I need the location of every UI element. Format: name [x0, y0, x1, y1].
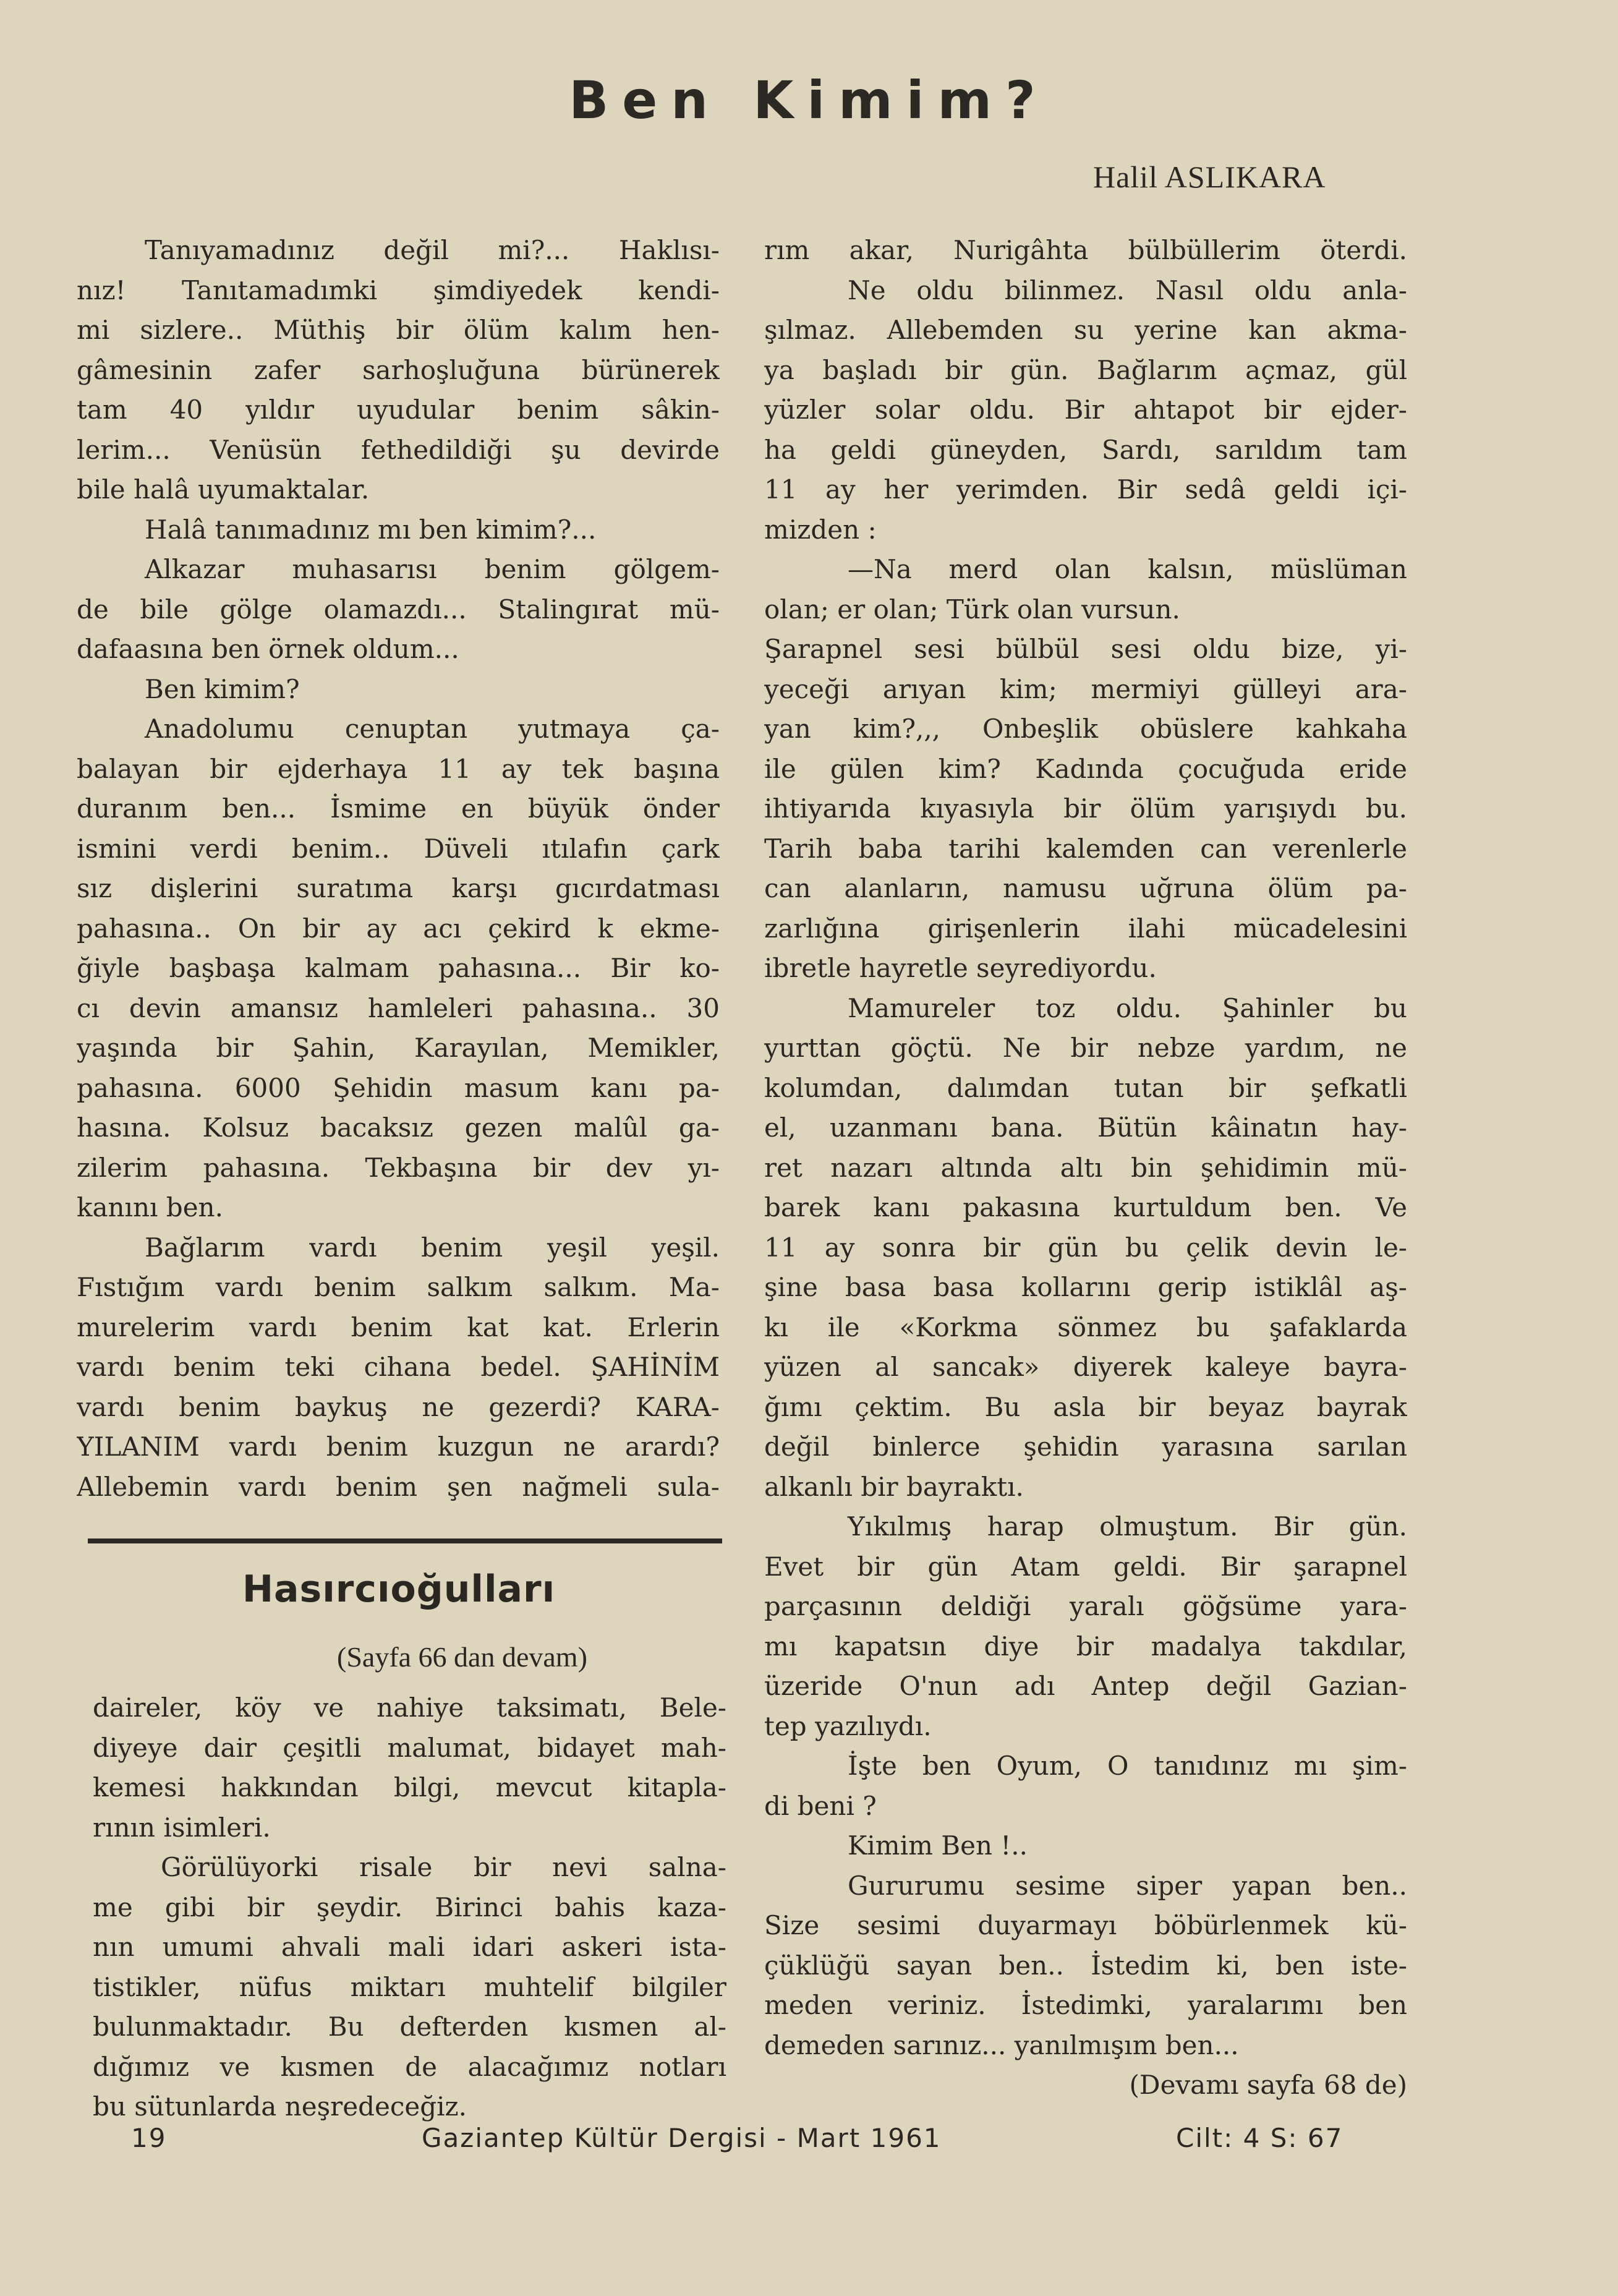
- text-line: olan; er olan; Türk olan vursun.: [764, 594, 1180, 625]
- text-line: (Devamı sayfa 68 de): [1129, 2070, 1407, 2100]
- text-line: cı devin amansız hamleleri pahasına.. 30: [77, 992, 720, 1023]
- text-line: ibretle hayretle seyrediyordu.: [764, 953, 1157, 983]
- text-line: mizden :: [764, 514, 877, 545]
- text-line: yan kim?,,, Onbeşlik obüslere kahkaha: [764, 714, 1407, 744]
- text-line: —Na merd olan kalsın, müslüman: [848, 554, 1407, 584]
- right-column-article: [764, 231, 1407, 2106]
- text-line: nın umumi ahvali mali idari askeri ista-: [93, 1932, 726, 1962]
- text-line: Gururumu sesime siper yapan ben..: [848, 1870, 1407, 1901]
- text-line: murelerim vardı benim kat kat. Erlerin: [77, 1312, 720, 1342]
- text-line: ile gülen kim? Kadında çocuğuda eride: [764, 753, 1407, 784]
- text-line: Halâ tanımadınız mı ben kimim?...: [145, 514, 597, 545]
- text-line: ğiyle başbaşa kalmam pahasına... Bir ko-: [77, 953, 720, 983]
- footer-magazine: Gaziantep Kültür Dergisi - Mart 1961: [422, 2123, 942, 2153]
- left-column-article: [77, 231, 720, 1507]
- text-line: bile halâ uyumaktalar.: [77, 474, 370, 505]
- text-line: Fıstığım vardı benim salkım salkım. Ma-: [77, 1272, 720, 1302]
- text-line: nız! Tanıtamadımki şimdiyedek kendi-: [77, 275, 720, 305]
- text-line: Alkazar muhasarısı benim gölgem-: [145, 554, 720, 584]
- text-line: di beni ?: [764, 1790, 877, 1821]
- text-line: Allebemin vardı benim şen nağmeli sula-: [77, 1471, 720, 1502]
- text-line: barek kanı pakasına kurtuldum ben. Ve: [764, 1192, 1407, 1223]
- text-line: ğımı çektim. Bu asla bir beyaz bayrak: [764, 1391, 1407, 1422]
- text-line: dığımız ve kısmen de alacağımız notları: [93, 2051, 726, 2082]
- text-line: ihtiyarıda kıyasıyla bir ölüm yarışıydı bu.: [764, 793, 1407, 824]
- text-line: sız dişlerini suratıma karşı gıcırdatması: [77, 873, 720, 903]
- text-line: ret nazarı altında altı bin şehidimin mü-: [764, 1152, 1407, 1183]
- text-line: yurttan göçtü. Ne bir nebze yardım, ne: [764, 1033, 1407, 1063]
- text-line: şılmaz. Allebemden su yerine kan akma-: [764, 315, 1407, 345]
- continuation-note: (Sayfa 66 dan devam): [337, 1641, 587, 1673]
- text-line: vardı benim teki cihana bedel. ŞAHİNİM: [77, 1352, 720, 1382]
- text-line: mi sizlere.. Müthiş bir ölüm kalım hen-: [77, 315, 720, 345]
- text-line: Şarapnel sesi bülbül sesi oldu bize, yi-: [764, 634, 1407, 664]
- text-line: ya başladı bir gün. Bağlarım açmaz, gül: [764, 354, 1407, 385]
- text-line: vardı benim baykuş ne gezerdi? KARA-: [77, 1391, 720, 1422]
- text-line: Tanıyamadınız değil mi?... Haklısı-: [145, 235, 720, 265]
- text-line: el, uzanmanı bana. Bütün kâinatın hay-: [764, 1112, 1407, 1143]
- text-line: can alanların, namusu uğruna ölüm pa-: [764, 873, 1407, 903]
- text-line: dafaasına ben örnek oldum...: [77, 634, 459, 664]
- text-line: yaşında bir Şahin, Karayılan, Memikler,: [77, 1033, 720, 1063]
- text-line: Anadolumu cenuptan yutmaya ça-: [145, 714, 720, 744]
- text-line: 11 ay sonra bir gün bu çelik devin le-: [764, 1232, 1407, 1263]
- text-line: Size sesimi duyarmayı böbürlenmek kü-: [764, 1910, 1407, 1940]
- text-line: bulunmaktadır. Bu defterden kısmen al-: [93, 2012, 726, 2042]
- text-line: YILANIM vardı benim kuzgun ne arardı?: [77, 1432, 720, 1462]
- author-name: Halil ASLIKARA: [1093, 160, 1326, 194]
- page-title: Ben Kimim?: [569, 70, 1049, 130]
- left-column-section-text: [93, 1688, 726, 2127]
- text-line: şine basa basa kollarını gerip istiklâl aş-: [764, 1272, 1407, 1302]
- text-line: zilerim pahasına. Tekbaşına bir dev yı-: [77, 1152, 720, 1183]
- text-line: kı ile «Korkma sönmez bu şafaklarda: [764, 1312, 1407, 1342]
- text-line: rının isimleri.: [93, 1812, 271, 1843]
- text-line: ismini verdi benim.. Düveli ıtılafın çark: [77, 833, 720, 864]
- text-line: tistikler, nüfus miktarı muhtelif bilgiler: [93, 1971, 726, 2002]
- section-title: Hasırcıoğulları: [242, 1568, 556, 1611]
- text-line: İşte ben Oyum, O tanıdınız mı şim-: [848, 1751, 1407, 1781]
- text-line: Evet bir gün Atam geldi. Bir şarapnel: [764, 1551, 1407, 1582]
- text-line: kolumdan, dalımdan tutan bir şefkatli: [764, 1072, 1407, 1103]
- text-line: Tarih baba tarihi kalemden can verenlerle: [764, 833, 1407, 864]
- text-line: meden veriniz. İstedimki, yaralarımı ben: [764, 1990, 1407, 2020]
- text-line: ha geldi güneyden, Sardı, sarıldım tam: [764, 434, 1407, 465]
- text-line: de bile gölge olamazdı... Stalingırat mü-: [77, 594, 720, 625]
- text-line: pahasına. 6000 Şehidin masum kanı pa-: [77, 1072, 720, 1103]
- text-line: balayan bir ejderhaya 11 ay tek başına: [77, 753, 720, 784]
- text-line: çüklüğü sayan ben.. İstedim ki, ben iste-: [764, 1950, 1407, 1981]
- text-line: üzeride O'nun adı Antep değil Gazian-: [764, 1671, 1407, 1701]
- text-line: me gibi bir şeydir. Birinci bahis kaza-: [93, 1892, 726, 1923]
- text-line: duranım ben... İsmime en büyük önder: [77, 793, 720, 824]
- text-line: Ne oldu bilinmez. Nasıl oldu anla-: [848, 275, 1407, 305]
- text-line: parçasının deldiği yaralı göğsüme yara-: [764, 1591, 1407, 1621]
- text-line: demeden sarınız... yanılmışım ben...: [764, 2029, 1239, 2060]
- text-line: 11 ay her yerimden. Bir sedâ geldi içi-: [764, 474, 1407, 505]
- text-line: lerim... Venüsün fethedildiği şu devirde: [77, 434, 720, 465]
- section-divider: [88, 1538, 722, 1543]
- text-line: gâmesinin zafer sarhoşluğuna bürünerek: [77, 354, 720, 385]
- text-line: Yıkılmış harap olmuştum. Bir gün.: [848, 1511, 1407, 1542]
- text-line: değil binlerce şehidin yarasına sarılan: [764, 1432, 1407, 1462]
- text-line: yüzler solar oldu. Bir ahtapot bir ejder-: [764, 395, 1407, 425]
- text-line: kemesi hakkından bilgi, mevcut kitapla-: [93, 1772, 726, 1803]
- text-line: bu sütunlarda neşredeceğiz.: [93, 2091, 467, 2122]
- text-line: yeceği arıyan kim; mermiyi gülleyi ara-: [764, 673, 1407, 704]
- footer-page-number: 19: [131, 2123, 167, 2153]
- text-line: hasına. Kolsuz bacaksız gezen malûl ga-: [77, 1112, 720, 1143]
- text-line: Görülüyorki risale bir nevi salna-: [161, 1852, 726, 1882]
- footer-volume: Cilt: 4 S: 67: [1176, 2123, 1343, 2153]
- text-line: kanını ben.: [77, 1192, 223, 1223]
- text-line: alkanlı bir bayraktı.: [764, 1471, 1024, 1502]
- text-line: rım akar, Nurigâhta bülbüllerim öterdi.: [764, 235, 1407, 265]
- text-line: pahasına.. On bir ay acı çekird k ekme-: [77, 913, 720, 944]
- text-line: Ben kimim?: [145, 673, 300, 704]
- text-line: Bağlarım vardı benim yeşil yeşil.: [145, 1232, 720, 1263]
- text-line: tam 40 yıldır uyudular benim sâkin-: [77, 395, 720, 425]
- text-line: zarlığına girişenlerin ilahi mücadelesini: [764, 913, 1407, 944]
- text-line: daireler, köy ve nahiye taksimatı, Bele-: [93, 1692, 726, 1723]
- text-line: tep yazılıydı.: [764, 1710, 932, 1741]
- text-line: mı kapatsın diye bir madalya takdılar,: [764, 1631, 1407, 1662]
- text-line: Mamureler toz oldu. Şahinler bu: [848, 992, 1407, 1023]
- text-line: diyeye dair çeşitli malumat, bidayet mah-: [93, 1732, 726, 1763]
- text-line: Kimim Ben !..: [848, 1830, 1028, 1861]
- text-line: yüzen al sancak» diyerek kaleye bayra-: [764, 1352, 1407, 1382]
